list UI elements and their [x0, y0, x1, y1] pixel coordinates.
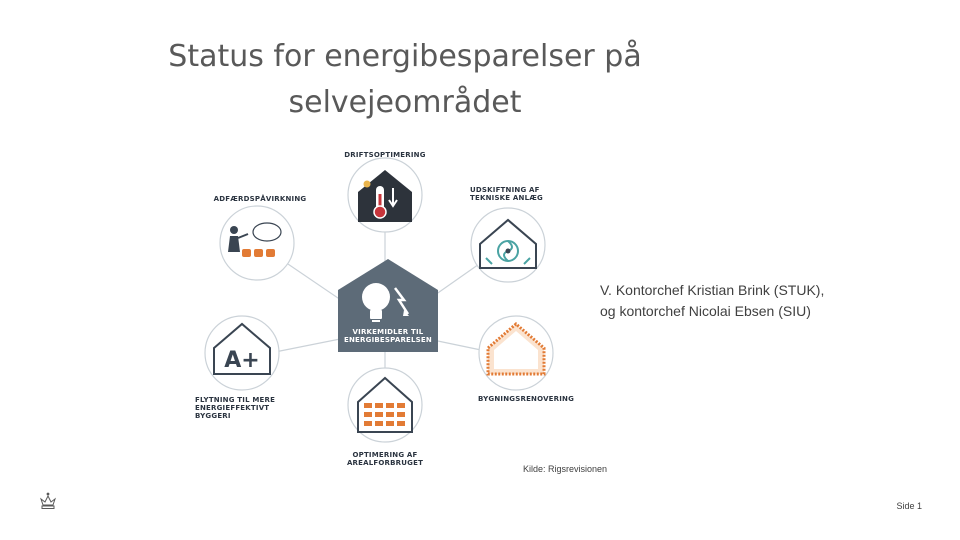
- label-udskiftning-line-1: UDSKIFTNING AF: [470, 186, 540, 194]
- label-areal-line-2: AREALFORBRUGET: [346, 459, 424, 467]
- energy-label-icon: A+: [224, 348, 260, 373]
- energy-measures-diagram: [190, 140, 580, 470]
- label-areal: [335, 451, 435, 467]
- source-note: Kilde: Rigsrevisionen: [523, 464, 608, 474]
- center-label-line-2: ENERGIBESPARELSEN: [344, 336, 432, 344]
- presenter-line-1: V. Kontorchef Kristian Brink (STUK),: [600, 282, 825, 298]
- node-flytning: [205, 316, 279, 390]
- label-bygningsrenovering-text: BYGNINGSRENOVERING: [478, 395, 575, 403]
- label-adfaerdspavirkning-text: ADFÆRDSPÅVIRKNING: [213, 195, 307, 203]
- crown-logo-icon: [38, 489, 58, 511]
- presenter-text: [600, 280, 824, 322]
- presenter-line-2: og kontorchef Nicolai Ebsen (SIU): [600, 303, 811, 319]
- node-bygningsrenovering: [479, 316, 553, 390]
- label-flytning-line-1: FLYTNING TIL MERE: [195, 396, 276, 404]
- label-driftsoptimering-text: DRIFTSOPTIMERING: [344, 151, 426, 159]
- label-flytning-line-2: ENERGIEFFEKTIVT BYGGERI: [195, 404, 270, 420]
- title-line-2: selvejeområdet: [288, 85, 522, 120]
- title-line-1: Status for energibesparelser på: [168, 39, 642, 74]
- label-areal-line-1: OPTIMERING AF: [352, 451, 418, 459]
- label-bygningsrenovering: [478, 395, 578, 403]
- label-adfaerdspavirkning: [210, 195, 310, 203]
- center-label: [340, 328, 436, 344]
- center-label-line-1: VIRKEMIDLER TIL: [352, 328, 424, 336]
- node-driftsoptimering: [348, 158, 422, 232]
- node-adfaerdspavirkning: [220, 206, 294, 280]
- node-areal: [348, 368, 422, 442]
- page-title: [100, 34, 710, 126]
- label-driftsoptimering: [330, 151, 440, 159]
- label-flytning: [195, 396, 305, 420]
- page-number: Side 1: [896, 501, 922, 511]
- node-udskiftning: [471, 208, 545, 282]
- label-udskiftning-line-2: TEKNISKE ANLÆG: [470, 194, 544, 202]
- label-udskiftning: [470, 186, 560, 202]
